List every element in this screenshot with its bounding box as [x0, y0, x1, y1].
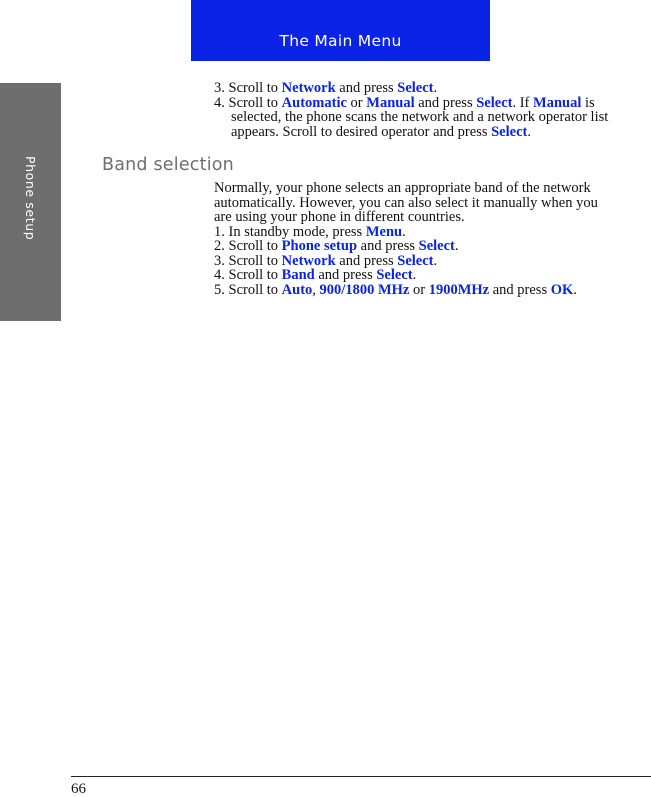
band-steps-list — [214, 225, 614, 298]
band-section-body — [214, 181, 614, 297]
list-item — [214, 283, 614, 298]
menu-term: 1900MHz — [428, 281, 490, 298]
step-text: is selected, the phone scans the network and a network operator list appears. Scroll to desired operator and press — [231, 94, 609, 140]
step-text: and press — [489, 281, 551, 298]
chapter-title: The Main Menu — [279, 32, 402, 50]
step-text: and press — [314, 267, 377, 283]
step-text: 4. Scroll to — [214, 94, 282, 111]
step-text: . — [454, 238, 459, 254]
menu-term: Band — [281, 267, 315, 283]
chapter-header-tab — [191, 0, 490, 61]
section-side-tab — [0, 83, 61, 321]
menu-term: Select — [418, 238, 455, 254]
list-item — [214, 81, 614, 96]
menu-term: Manual — [366, 94, 415, 111]
menu-term: Select — [397, 80, 434, 96]
step-text: . — [573, 281, 577, 298]
menu-term: Select — [376, 267, 413, 283]
menu-term: Phone setup — [281, 238, 358, 254]
list-item — [214, 239, 614, 254]
step-text: 1. In standby mode, press — [214, 223, 366, 240]
menu-term: Network — [281, 252, 336, 269]
page-number: 66 — [71, 781, 86, 797]
step-text: . — [402, 223, 406, 240]
side-tab-label: Phone setup — [23, 156, 38, 241]
step-text: and press — [357, 238, 419, 254]
step-text: or — [409, 281, 429, 298]
step-text: . — [433, 252, 438, 269]
menu-term: Menu — [365, 223, 403, 240]
step-text: 3. Scroll to — [214, 252, 282, 269]
menu-term: Select — [476, 94, 513, 111]
step-text: and press — [335, 252, 398, 269]
list-item — [214, 268, 614, 283]
step-text: . If — [512, 94, 534, 111]
section-heading: Band selection — [102, 155, 234, 175]
step-text: , — [312, 281, 320, 298]
list-item — [214, 254, 614, 269]
list-item — [214, 225, 614, 240]
step-text: 2. Scroll to — [214, 238, 282, 254]
step-text: and press — [414, 94, 477, 111]
list-item — [214, 96, 614, 140]
step-text: . — [412, 267, 417, 283]
step-text: 3. Scroll to — [214, 80, 282, 96]
menu-term: Manual — [533, 94, 582, 111]
network-steps-list — [214, 81, 614, 139]
step-text: and press — [335, 80, 398, 96]
menu-term: 900/1800 MHz — [319, 281, 410, 298]
menu-term: Automatic — [281, 94, 347, 111]
menu-term: OK — [550, 281, 574, 298]
menu-term: Select — [397, 252, 434, 269]
step-text: 5. Scroll to — [214, 281, 282, 298]
menu-term: Select — [491, 123, 528, 140]
menu-term: Auto — [281, 281, 313, 298]
step-text: or — [346, 94, 367, 111]
step-text: . — [527, 123, 531, 140]
step-text: 4. Scroll to — [214, 267, 282, 283]
menu-term: Network — [281, 80, 336, 96]
footer-divider — [71, 776, 651, 777]
intro-paragraph: Normally, your phone selects an appropriate band of the network automatically. However, you can also select it manually when you are using your phone in different countries. — [214, 180, 598, 225]
step-text: . — [433, 80, 438, 96]
